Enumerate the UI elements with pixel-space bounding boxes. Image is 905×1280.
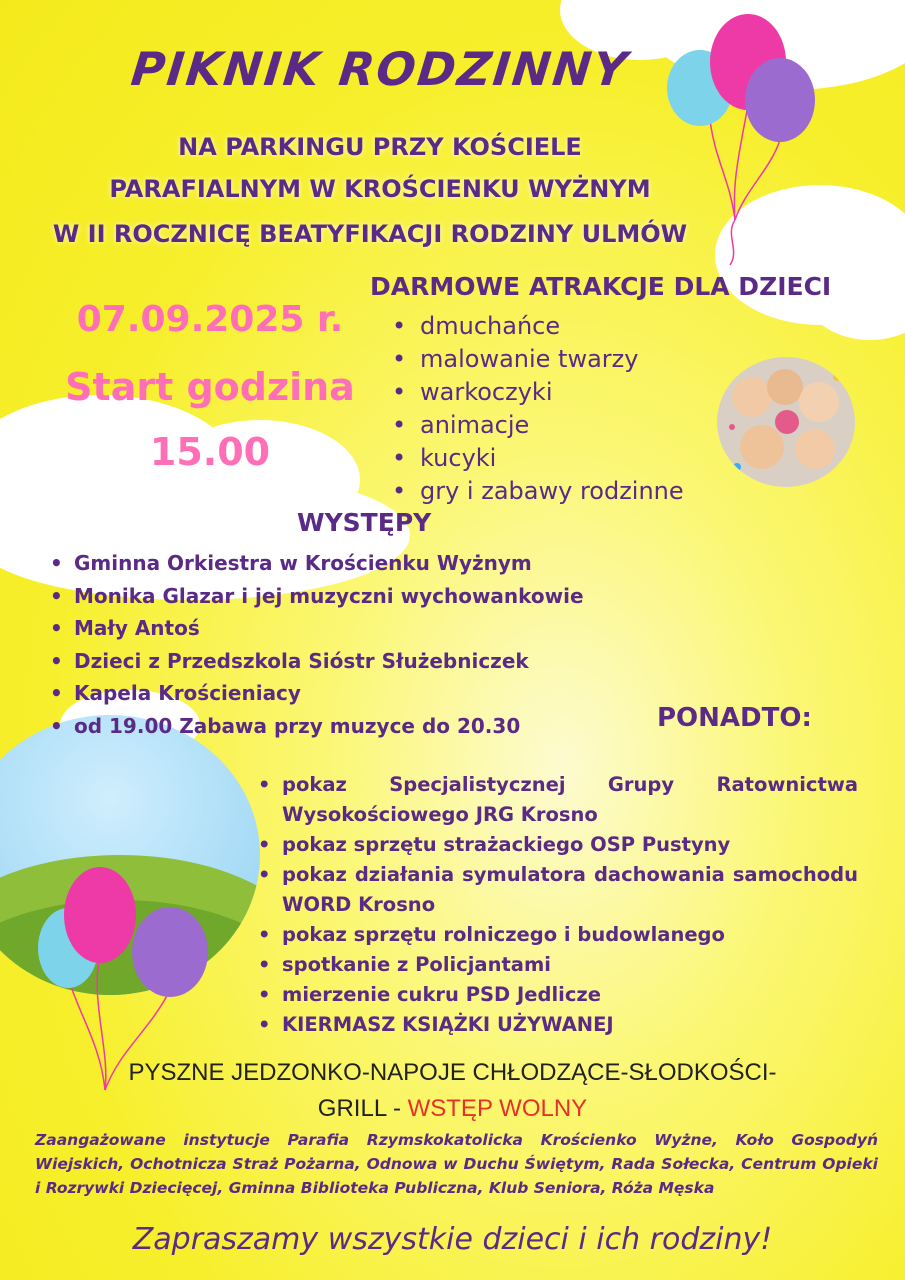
food-line-1: PYSZNE JEDZONKO-NAPOJE CHŁODZĄCE-SŁODKOŚCI- bbox=[128, 1059, 777, 1086]
performances-heading: WYSTĘPY bbox=[297, 508, 432, 537]
list-item: • kucyki bbox=[392, 442, 684, 475]
list-item: • pokaz sprzętu strażackiego OSP Pustyny bbox=[258, 830, 858, 860]
invitation-text: Zapraszamy wszystkie dzieci i ich rodziny! bbox=[132, 1222, 773, 1257]
additionally-heading: PONADTO: bbox=[657, 703, 812, 733]
start-time: 15.00 bbox=[149, 430, 271, 474]
list-item: • pokaz sprzętu rolniczego i budowlanego bbox=[258, 920, 858, 950]
start-label: Start godzina bbox=[65, 365, 355, 409]
list-item: • dmuchańce bbox=[392, 310, 684, 343]
food-line-2 bbox=[0, 1091, 905, 1127]
list-item: • Mały Antoś bbox=[50, 612, 584, 645]
list-item: • Kapela Krościeniacy bbox=[50, 677, 584, 710]
list-item: • pokaz działania symulatora dachowania samochodu WORD Krosno bbox=[258, 860, 858, 920]
list-item: • animacje bbox=[392, 409, 684, 442]
subtitle-line-1: NA PARKINGU PRZY KOŚCIELE bbox=[178, 133, 582, 161]
list-item: • Dzieci z Przedszkola Sióstr Służebniczek bbox=[50, 645, 584, 678]
list-item: • Gminna Orkiestra w Krościenku Wyżnym bbox=[50, 547, 584, 580]
attractions-list bbox=[392, 310, 684, 508]
attractions-heading: DARMOWE ATRAKCJE DLA DZIECI bbox=[370, 272, 832, 301]
list-item: • od 19.00 Zabawa przy muzyce do 20.30 bbox=[50, 710, 584, 743]
subtitle-line-3: W II ROCZNICĘ BEATYFIKACJI RODZINY ULMÓW bbox=[52, 220, 688, 248]
organizers-text: Zaangażowane instytucje Parafia Rzymskokatolicka Krościenko Wyżne, Koło Gospodyń Wiejskich, Ochotnicza Straż Pożarna, Odnowa w Duchu Świętym, Rada Sołecka, Centrum Opieki i Rozrywki Dziecięcej, Gminna Biblioteka Publiczna, Klub Seniora, Róża Męska bbox=[35, 1131, 878, 1197]
page-title: PIKNIK RODZINNY bbox=[128, 42, 632, 96]
list-item: • pokaz Specjalistycznej Grupy Ratownictwa Wysokościowego JRG Krosno bbox=[258, 770, 858, 830]
list-item: • warkoczyki bbox=[392, 376, 684, 409]
children-photo bbox=[717, 357, 855, 487]
performances-list bbox=[50, 547, 584, 742]
list-item: • KIERMASZ KSIĄŻKI UŻYWANEJ bbox=[258, 1010, 858, 1040]
free-entry-label: WSTĘP WOLNY bbox=[407, 1095, 588, 1122]
food-line-2-text: GRILL - bbox=[317, 1095, 408, 1122]
event-date: 07.09.2025 r. bbox=[76, 299, 344, 340]
food-info bbox=[0, 1055, 905, 1127]
list-item: • spotkanie z Policjantami bbox=[258, 950, 858, 980]
subtitle-line-2: PARAFIALNYM W KROŚCIENKU WYŻNYM bbox=[109, 175, 651, 203]
list-item: • Monika Glazar i jej muzyczni wychowankowie bbox=[50, 580, 584, 613]
additionally-list bbox=[258, 770, 858, 1040]
list-item: • mierzenie cukru PSD Jedlicze bbox=[258, 980, 858, 1010]
list-item: • gry i zabawy rodzinne bbox=[392, 475, 684, 508]
list-item: • malowanie twarzy bbox=[392, 343, 684, 376]
